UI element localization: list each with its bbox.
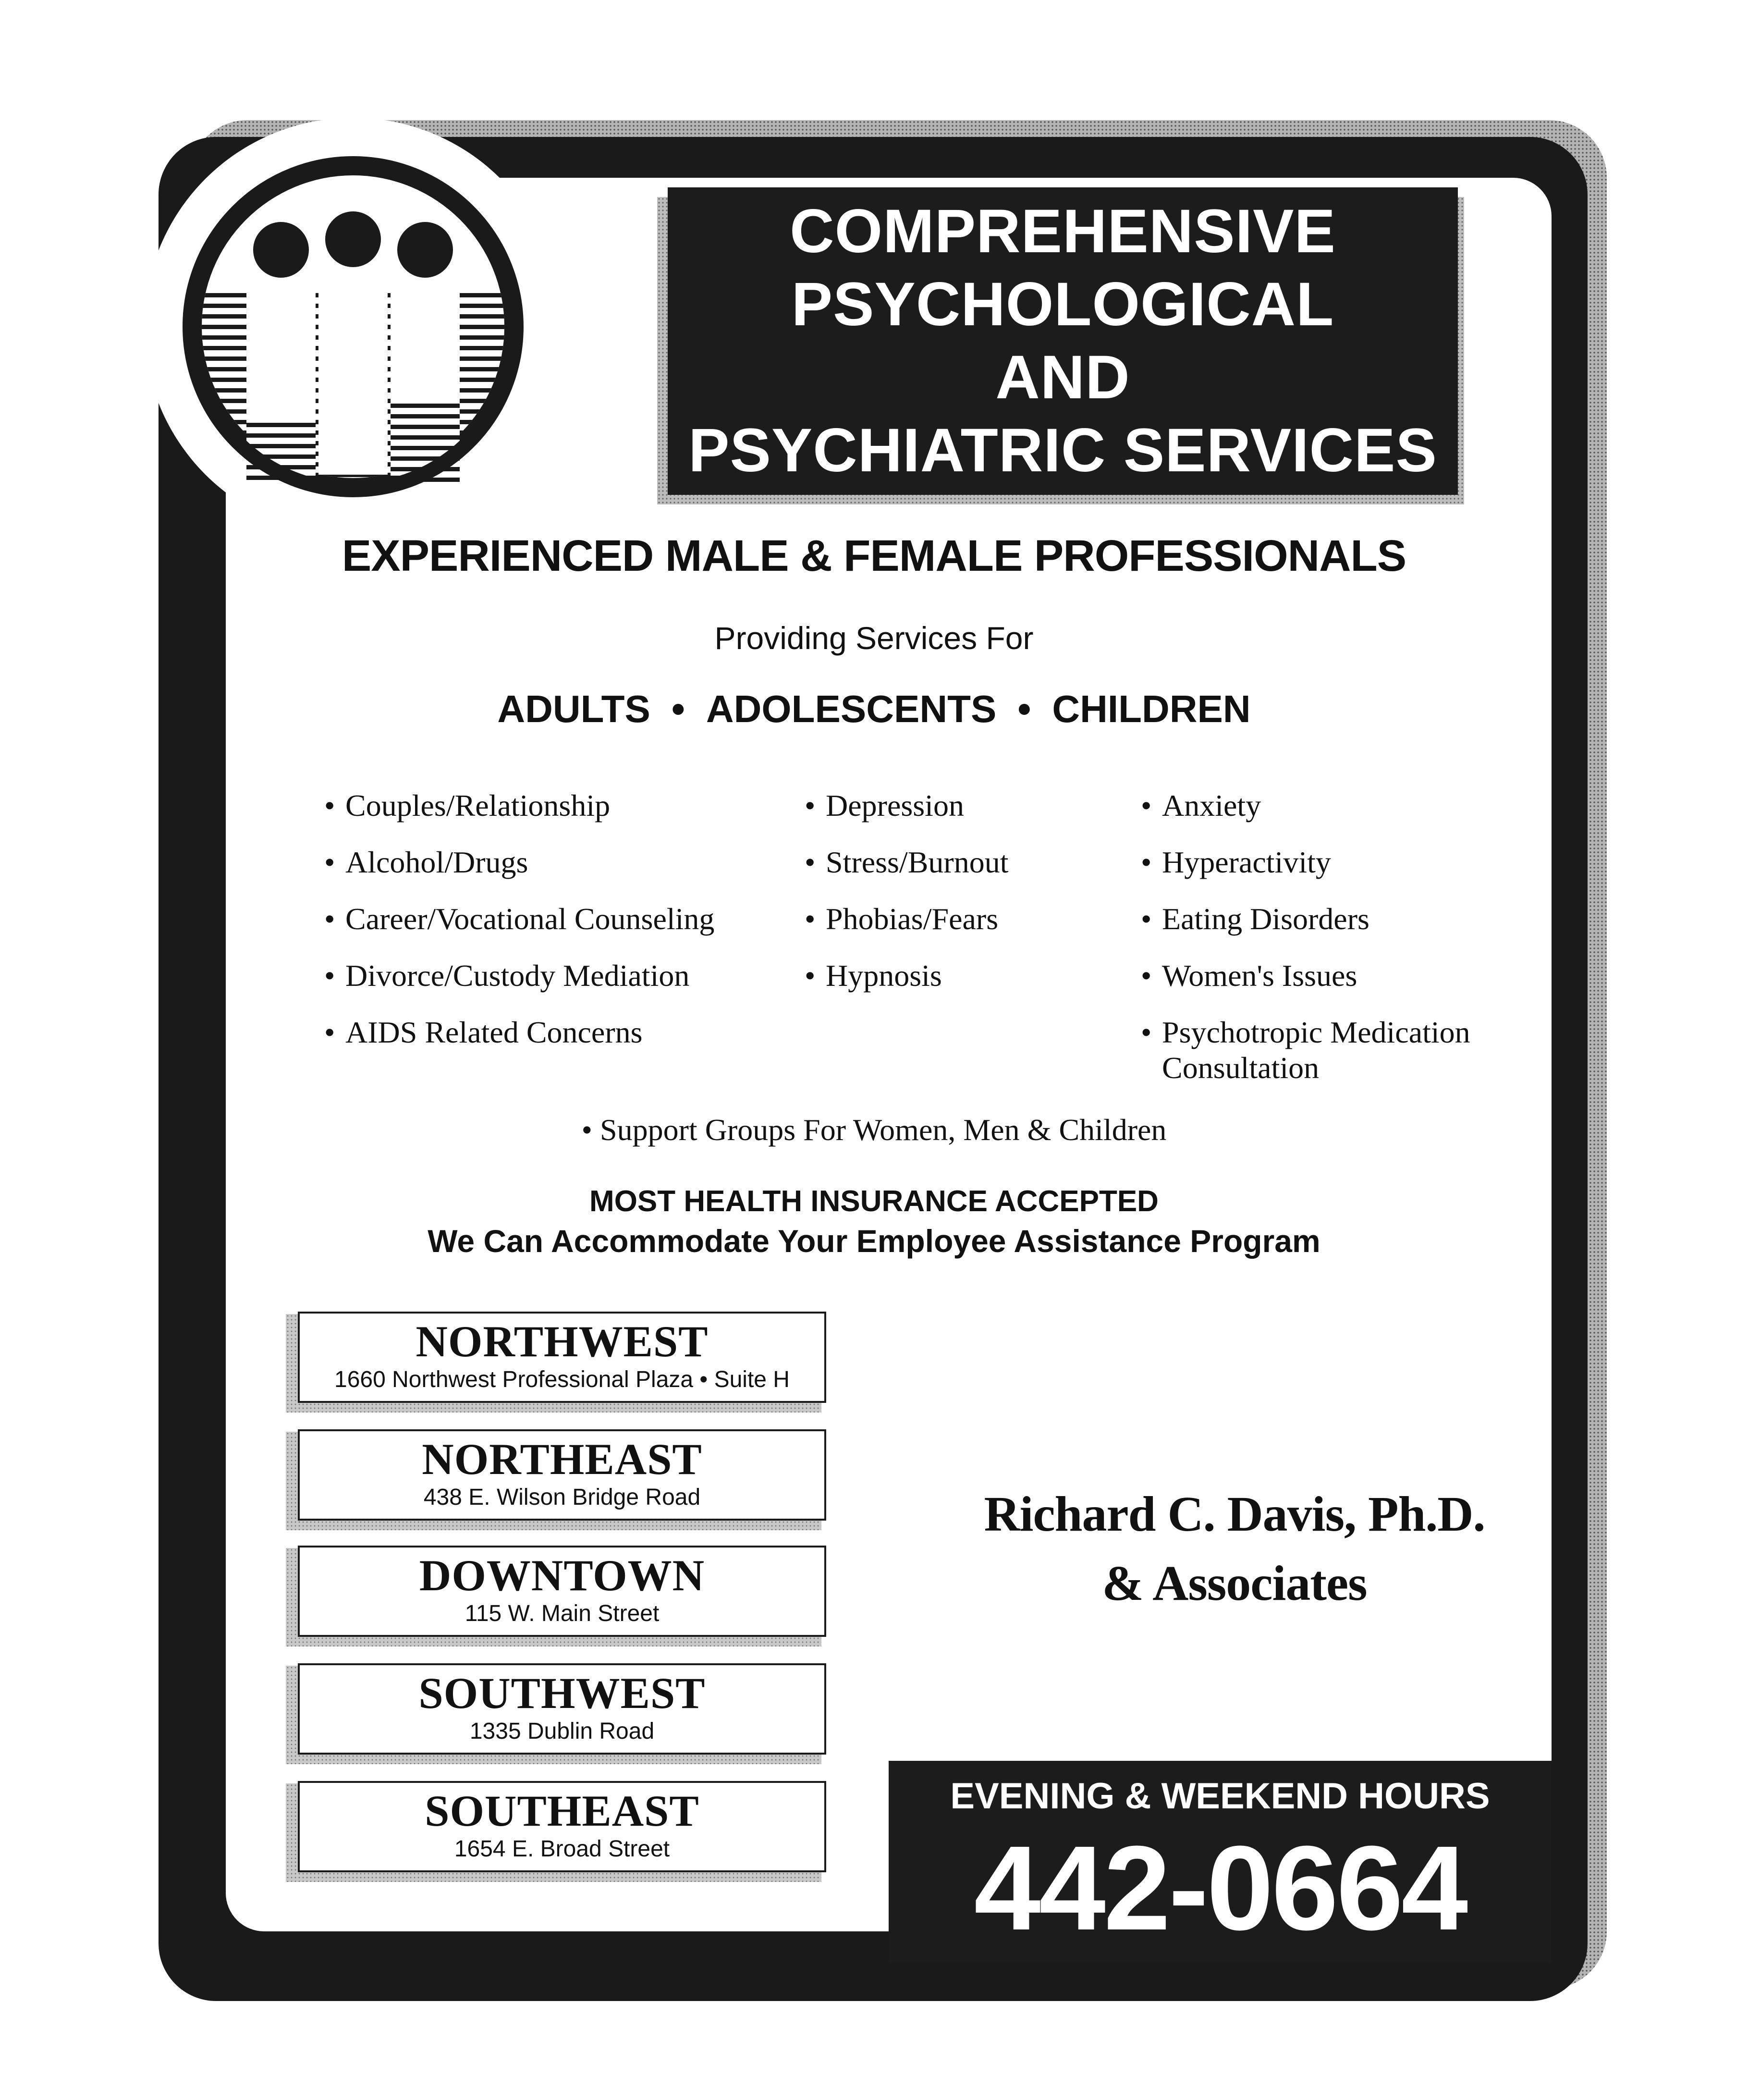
location-address: 1660 Northwest Professional Plaza • Suite H (334, 1367, 790, 1392)
location-southwest (298, 1663, 826, 1755)
service-item: • AIDS Related Concerns (324, 1015, 714, 1050)
headline: EXPERIENCED MALE & FEMALE PROFESSIONALS (342, 531, 1406, 580)
support-groups: • Support Groups For Women, Men & Children (581, 1113, 1167, 1147)
service-item: • Women's Issues (1141, 958, 1527, 994)
service-item: • Hypnosis (805, 958, 1008, 994)
hours-label: EVENING & WEEKEND HOURS (950, 1776, 1490, 1817)
bullet-separator: • (671, 688, 685, 730)
services-column-1 (324, 788, 714, 1071)
service-item: • Phobias/Fears (805, 901, 1008, 937)
location-name: NORTHWEST (416, 1317, 709, 1366)
subhead: Providing Services For (714, 620, 1034, 656)
logo-figure-stripe (391, 446, 460, 450)
firm-name-line-1: Richard C. Davis, Ph.D. (984, 1486, 1485, 1542)
logo-figure-stripe (391, 404, 460, 408)
title-line-2: PSYCHOLOGICAL (791, 270, 1334, 339)
title-line-1: COMPREHENSIVE (790, 197, 1336, 266)
title-line-4: PSYCHIATRIC SERVICES (688, 416, 1437, 485)
location-name: SOUTHEAST (425, 1786, 699, 1835)
firm-name-line-2: & Associates (1102, 1556, 1367, 1611)
service-item: • Anxiety (1141, 788, 1527, 823)
service-item: • Divorce/Custody Mediation (324, 958, 714, 994)
location-address: 1654 E. Broad Street (454, 1836, 670, 1862)
audience-adults: ADULTS (497, 688, 650, 730)
service-item: • Depression (805, 788, 1008, 823)
logo-figure-stripe (246, 423, 316, 427)
location-downtown (298, 1546, 826, 1637)
location-name: DOWNTOWN (419, 1551, 705, 1600)
audience-children: CHILDREN (1052, 688, 1251, 730)
location-name: SOUTHWEST (418, 1669, 706, 1718)
location-southeast (298, 1781, 826, 1872)
service-item: • Psychotropic Medication Consultation (1141, 1015, 1527, 1086)
bullet-separator: • (1017, 688, 1031, 730)
services-column-3 (1141, 788, 1527, 1107)
insurance-note: MOST HEALTH INSURANCE ACCEPTED (589, 1185, 1159, 1218)
location-name: NORTHEAST (422, 1435, 702, 1484)
logo-figure-stripe (391, 435, 460, 440)
service-item: • Career/Vocational Counseling (324, 901, 714, 937)
phone-block (889, 1761, 1552, 1963)
logo-figure-stripe (391, 414, 460, 418)
eap-note: We Can Accommodate Your Employee Assistance Program (428, 1223, 1320, 1259)
logo-figure-stripe (246, 433, 316, 438)
logo-figure-stripe (391, 425, 460, 429)
support-groups-text: Support Groups For Women, Men & Children (600, 1113, 1167, 1147)
service-item: • Stress/Burnout (805, 845, 1008, 880)
title-line-3: AND (995, 343, 1130, 412)
service-item: • Eating Disorders (1141, 901, 1527, 937)
logo-figure-stripe (246, 444, 316, 448)
service-item: • Hyperactivity (1141, 845, 1527, 880)
location-address: 115 W. Main Street (465, 1601, 660, 1626)
location-northwest (298, 1312, 826, 1403)
service-item: • Alcohol/Drugs (324, 845, 714, 880)
audience-adolescents: ADOLESCENTS (706, 688, 997, 730)
location-address: 438 E. Wilson Bridge Road (423, 1485, 701, 1510)
services-column-2 (805, 788, 1008, 1015)
service-item: • Couples/Relationship (324, 788, 714, 823)
phone-number: 442-0664 (974, 1821, 1467, 1955)
audiences (0, 687, 1748, 731)
location-address: 1335 Dublin Road (469, 1719, 655, 1744)
title-banner (668, 187, 1458, 495)
firm-name (893, 1480, 1576, 1618)
location-northeast (298, 1429, 826, 1521)
three-people-logo-icon (180, 154, 526, 500)
